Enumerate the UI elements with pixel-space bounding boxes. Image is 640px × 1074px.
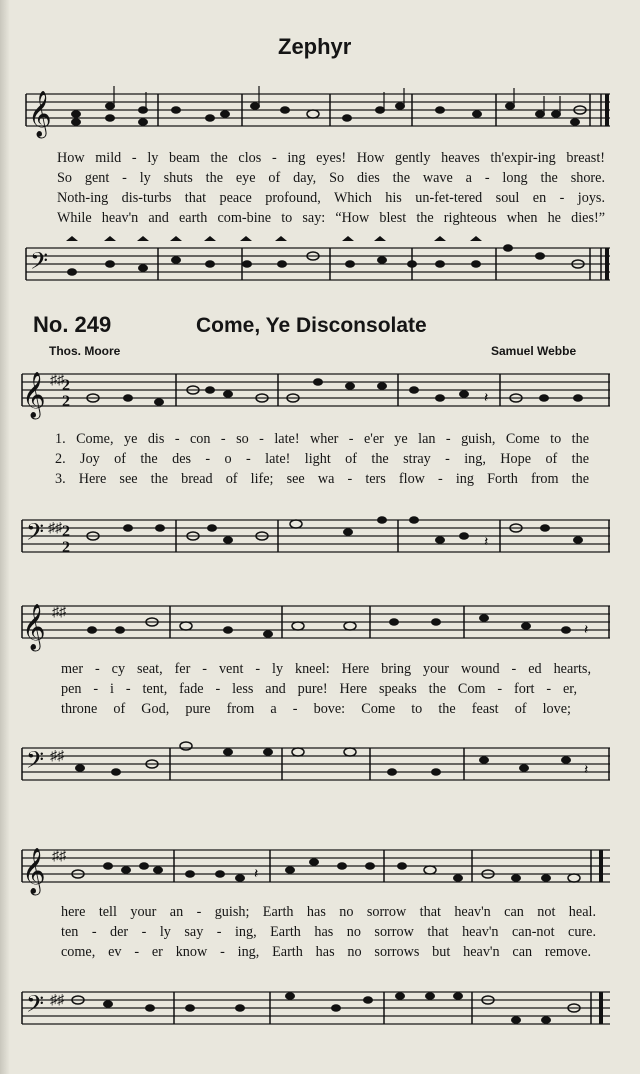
zephyr-verse-1: How mild - ly beam the clos - ing eyes! How gently heaves th'expir-ing breast! <box>57 150 605 166</box>
system-3-verse-2: ten - der - ly say - ing, Earth has no sorrow that heav'n can-not cure. <box>61 924 596 940</box>
system-1-treble-staff <box>0 360 640 424</box>
svg-text:2: 2 <box>62 393 70 410</box>
page-edge <box>0 0 10 1074</box>
system-2-treble-staff <box>0 592 640 658</box>
system-2-bass-staff <box>0 724 640 804</box>
svg-text:2: 2 <box>62 523 70 540</box>
system-3-treble-staff <box>0 834 640 898</box>
svg-text:𝄽: 𝄽 <box>484 391 489 406</box>
system-1-verse-2: 2. Joy of the des - o - late! light of the stray - ing, Hope of the <box>55 451 589 467</box>
svg-text:♯♯: ♯♯ <box>50 749 64 764</box>
svg-text:𝄽: 𝄽 <box>484 535 489 550</box>
svg-text:𝄞: 𝄞 <box>22 604 46 650</box>
music-credit: Samuel Webbe <box>491 344 577 358</box>
svg-text:2: 2 <box>62 377 70 394</box>
words-credit: Thos. Moore <box>49 344 121 358</box>
zephyr-verse-3: Noth-ing dis-turbs that peace profound, Which his un-fet-tered soul en - joys. <box>57 190 605 206</box>
svg-text:♯♯: ♯♯ <box>50 993 64 1008</box>
svg-text:𝄞: 𝄞 <box>28 91 52 137</box>
zephyr-verse-2: So gent - ly shuts the eye of day, So dies the wave a - long the shore. <box>57 170 605 186</box>
svg-text:𝄢: 𝄢 <box>26 990 45 1023</box>
svg-text:♯♯: ♯♯ <box>48 521 62 536</box>
zephyr-verse-4: While heav'n and earth com-bine to say: “How blest the righteous when he dies!” <box>57 210 605 226</box>
svg-text:2: 2 <box>62 539 70 556</box>
svg-text:𝄽: 𝄽 <box>584 763 589 778</box>
hymn-title-zephyr: Zephyr <box>278 34 352 59</box>
svg-text:♯♯: ♯♯ <box>52 605 66 620</box>
system-1-verse-3: 3. Here see the bread of life; see wa - ters flow - ing Forth from the <box>55 471 589 487</box>
system-3-verse-1: here tell your an - guish; Earth has no sorrow that heav'n can not heal. <box>61 904 596 920</box>
zephyr-treble-staff <box>0 84 640 144</box>
system-2-verse-2: pen - i - tent, fade - less and pure! Here speaks the Com - fort - er, <box>61 681 577 697</box>
svg-text:♯♯: ♯♯ <box>50 373 64 388</box>
system-1-bass-staff <box>0 500 640 564</box>
hymn-number: No. 249 <box>33 312 112 337</box>
system-3-verse-3: come, ev - er know - ing, Earth has no sorrows but heav'n can remove. <box>61 944 591 960</box>
svg-text:𝄞: 𝄞 <box>22 372 46 418</box>
svg-text:𝄽: 𝄽 <box>254 867 259 882</box>
svg-text:♯♯: ♯♯ <box>52 849 66 864</box>
zephyr-bass-staff <box>0 236 640 296</box>
hymn-title-come-ye-disconsolate: Come, Ye Disconsolate <box>196 314 427 337</box>
system-3-bass-staff <box>0 966 640 1038</box>
svg-text:𝄞: 𝄞 <box>22 848 46 894</box>
svg-text:𝄢: 𝄢 <box>30 247 49 280</box>
system-2-verse-1: mer - cy seat, fer - vent - ly kneel: Here bring your wound - ed hearts, <box>61 661 591 677</box>
svg-text:𝄢: 𝄢 <box>26 518 45 551</box>
svg-text:𝄢: 𝄢 <box>26 746 45 779</box>
system-2-verse-3: throne of God, pure from a - bove: Come to the feast of love; <box>61 701 571 717</box>
svg-text:𝄽: 𝄽 <box>584 623 589 638</box>
system-1-verse-1: 1. Come, ye dis - con - so - late! wher - e'er ye lan - guish, Come to the <box>55 431 589 447</box>
